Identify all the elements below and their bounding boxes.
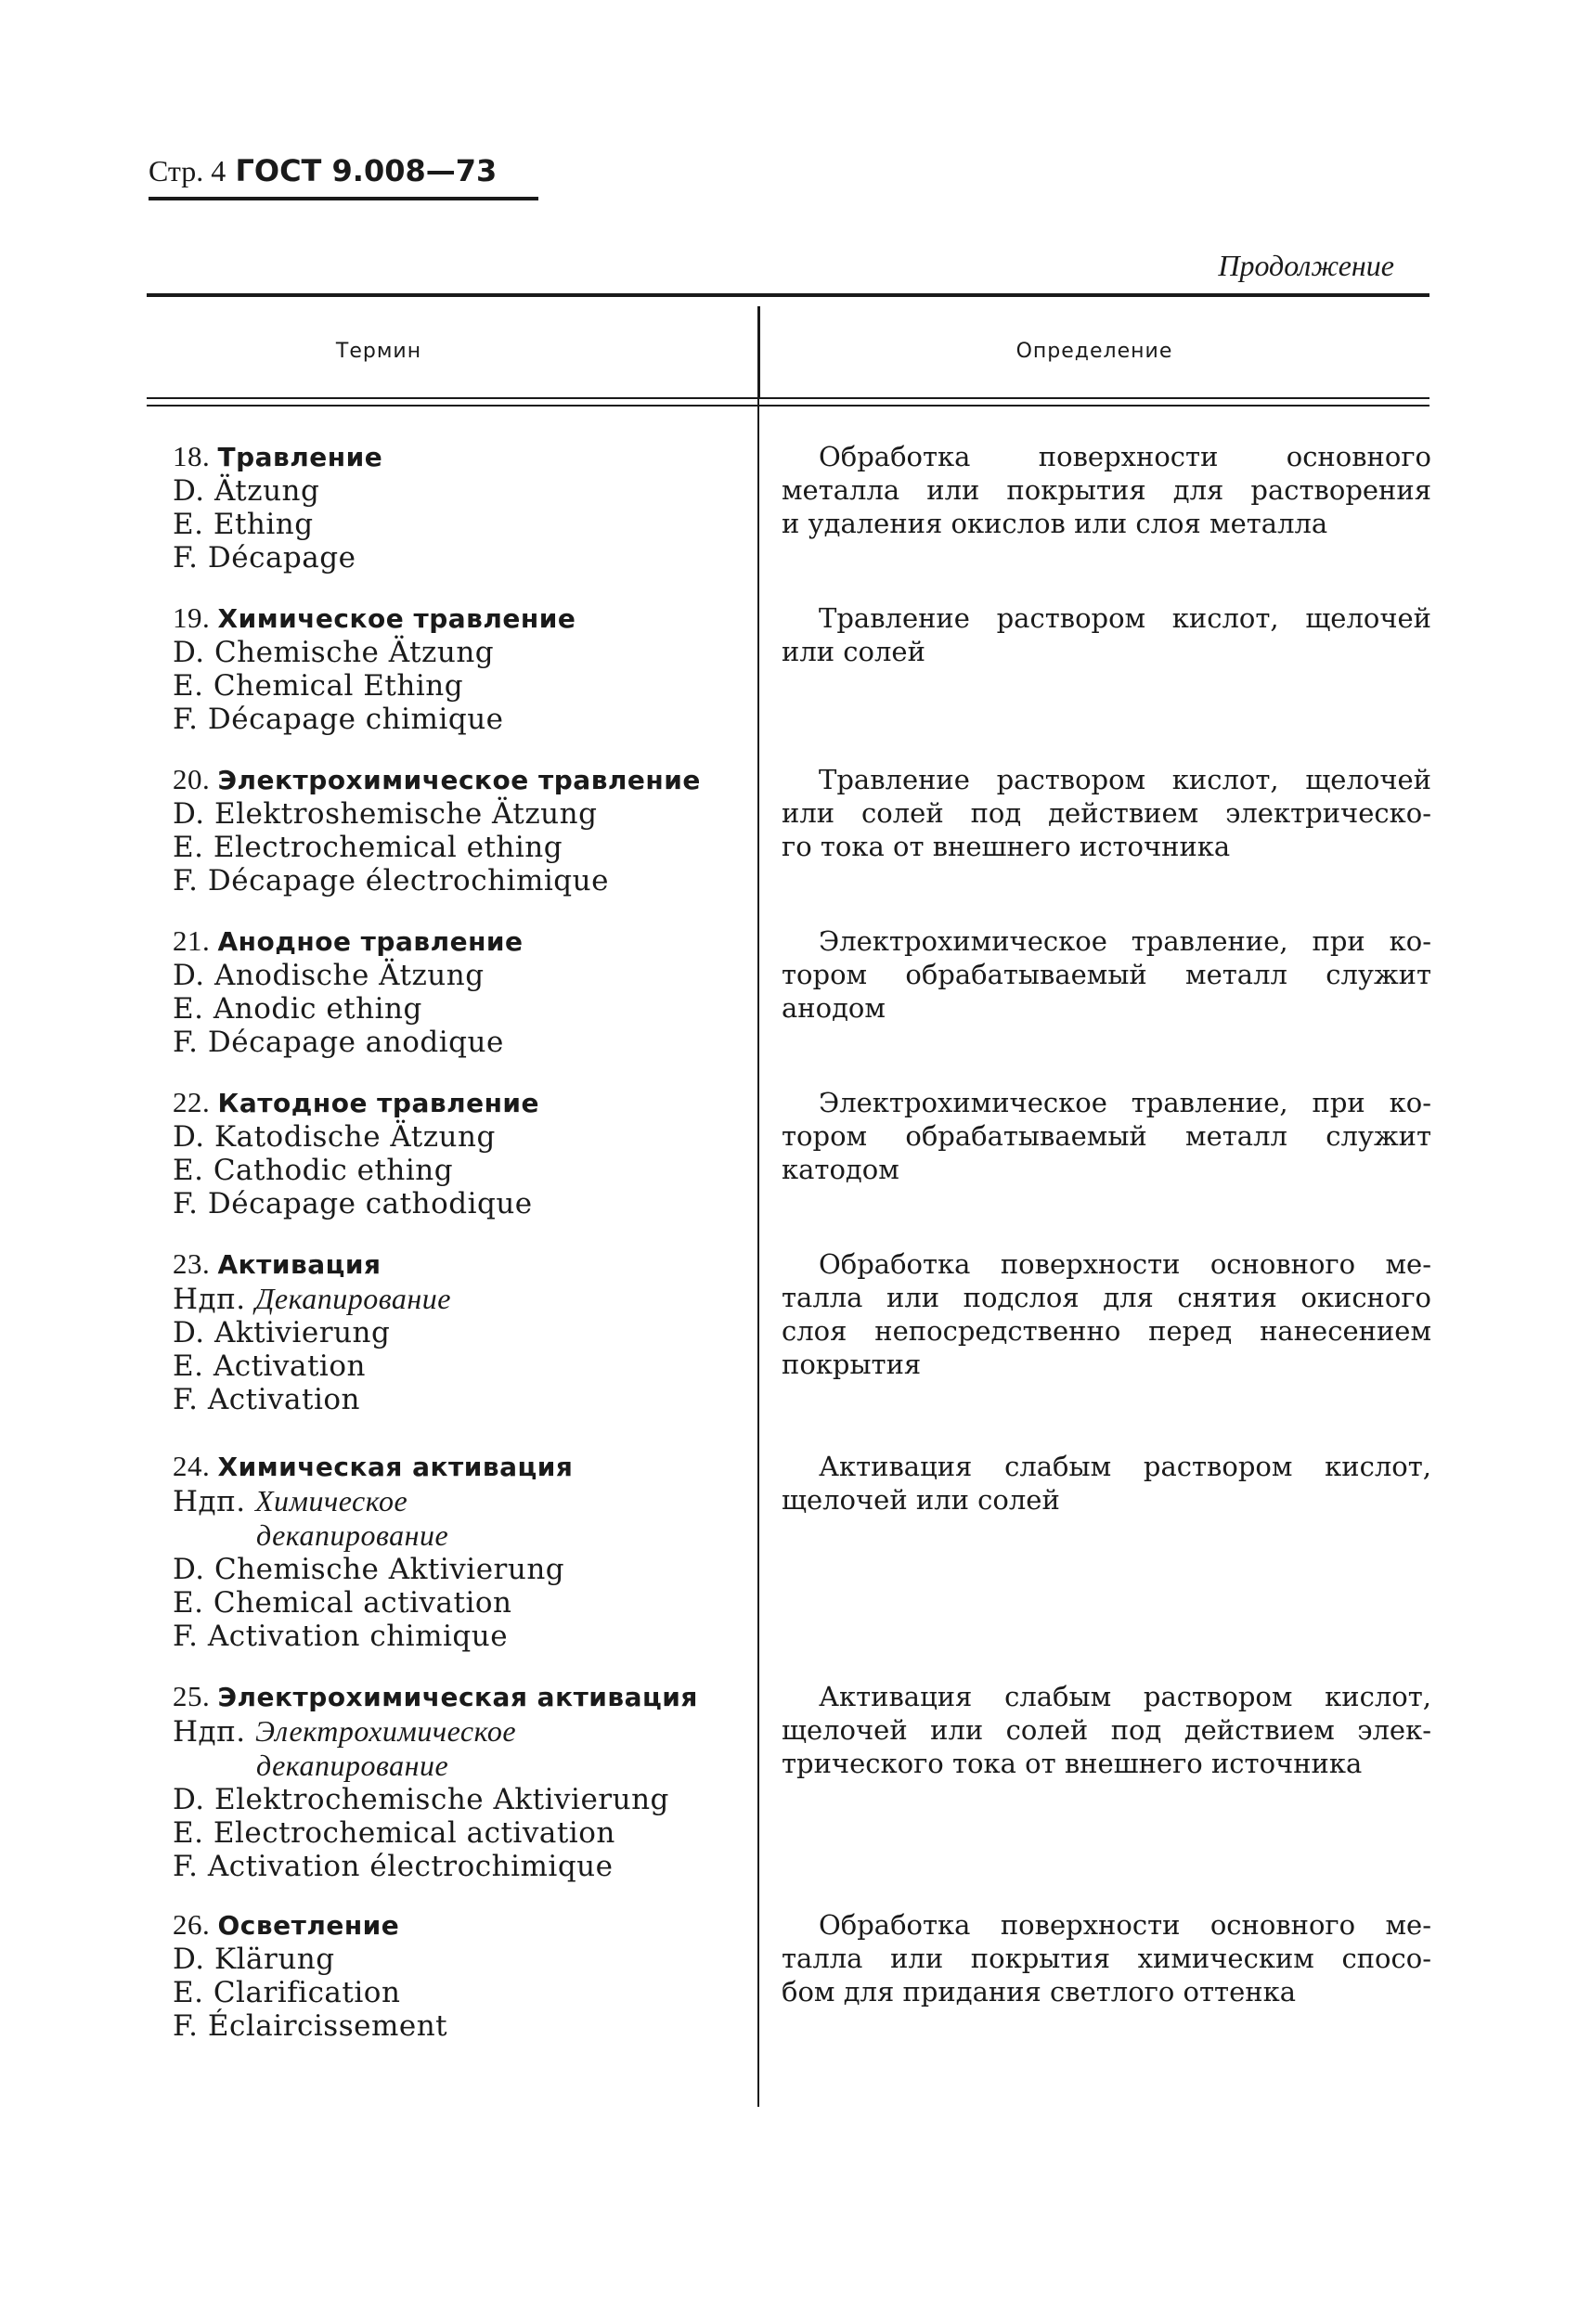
definition-line: тором обрабатываемый металл служит — [782, 1120, 1431, 1152]
term-number: 23. — [173, 1247, 218, 1280]
definition-line: Электрохимическое травление, при ко- — [819, 1087, 1431, 1118]
foreign-equivalent: D. Anodische Ätzung — [173, 959, 485, 992]
definition-line: металла или покрытия для растворения — [782, 474, 1431, 506]
term-name: Травление — [217, 442, 383, 472]
definition-cell — [782, 924, 1431, 1025]
term-title-line — [173, 601, 739, 636]
term-cell — [173, 1680, 739, 1883]
header-double-rule-top — [147, 397, 1429, 399]
term-title-line — [173, 924, 739, 959]
term-number: 20. — [173, 763, 218, 795]
header-rule — [149, 197, 538, 200]
term-number: 26. — [173, 1908, 218, 1941]
foreign-equivalent: D. Klärung — [173, 1943, 335, 1976]
foreign-equivalent: D. Aktivierung — [173, 1316, 391, 1349]
foreign-equivalent: F. Éclaircissement — [173, 2009, 448, 2043]
definition-line: Обработка поверхности основного — [819, 441, 1431, 472]
term-cell — [173, 1086, 739, 1220]
foreign-equivalent: F. Activation électrochimique — [173, 1850, 614, 1883]
foreign-equivalent: E. Activation — [173, 1349, 366, 1383]
definition-line: анодом — [782, 992, 886, 1024]
deprecated-synonym — [173, 1714, 739, 1749]
definition-cell — [782, 601, 1431, 668]
foreign-equivalent: D. Chemische Aktivierung — [173, 1553, 565, 1586]
foreign-equivalent: E. Chemical Ething — [173, 669, 464, 703]
deprecated-term: Декапирование — [255, 1282, 451, 1315]
foreign-equivalent: D. Elektroshemische Ätzung — [173, 797, 598, 831]
term-name: Активация — [217, 1249, 382, 1280]
foreign-equivalent: F. Décapage anodique — [173, 1026, 504, 1059]
term-name: Катодное травление — [217, 1088, 540, 1118]
page-header — [149, 153, 497, 188]
foreign-equivalent: D. Chemische Ätzung — [173, 636, 495, 669]
table-top-rule — [147, 293, 1429, 297]
foreign-equivalent: E. Chemical activation — [173, 1586, 512, 1620]
term-cell — [173, 1450, 739, 1653]
foreign-equivalent: F. Décapage cathodique — [173, 1187, 533, 1220]
term-title-line — [173, 1680, 739, 1714]
standard-code: ГОСТ 9.008—73 — [235, 153, 498, 188]
page-number: Стр. 4 — [149, 154, 226, 187]
definition-line: Активация слабым раствором кислот, — [819, 1451, 1431, 1482]
term-title-line — [173, 763, 739, 797]
term-title-line — [173, 1908, 739, 1943]
term-cell — [173, 601, 739, 736]
definition-line: или солей под действием электрическо- — [782, 797, 1431, 829]
definition-line: щелочей или солей — [782, 1484, 1060, 1516]
foreign-equivalent: F. Décapage — [173, 541, 356, 575]
deprecated-prefix: Ндп. — [173, 1485, 255, 1518]
foreign-equivalent: F. Activation — [173, 1383, 361, 1416]
definition-line: щелочей или солей под действием элек- — [782, 1714, 1431, 1746]
foreign-equivalent: E. Anodic ething — [173, 992, 422, 1026]
definition-line: тором обрабатываемый металл служит — [782, 959, 1431, 990]
term-title-line — [173, 1450, 739, 1484]
term-number: 21. — [173, 924, 218, 957]
definition-line: талла или подслоя для снятия окисного — [782, 1282, 1431, 1313]
term-name: Химическое травление — [217, 603, 576, 634]
term-name: Электрохимическое травление — [217, 765, 701, 795]
definition-line: и удаления окислов или слоя металла — [782, 508, 1328, 539]
term-cell — [173, 1247, 739, 1416]
definition-cell — [782, 763, 1431, 863]
definition-line: трического тока от внешнего источника — [782, 1748, 1363, 1779]
term-name: Анодное травление — [217, 926, 524, 957]
definition-cell — [782, 440, 1431, 540]
definition-line: слоя непосредственно перед нанесением — [782, 1315, 1431, 1347]
deprecated-term: Электрохимическое — [255, 1714, 517, 1748]
deprecated-term: Химическое — [255, 1484, 408, 1517]
definition-cell — [782, 1908, 1431, 2008]
deprecated-prefix: Ндп. — [173, 1715, 255, 1749]
deprecated-synonym — [173, 1749, 739, 1783]
term-cell — [173, 1908, 739, 2043]
definition-line: покрытия — [782, 1349, 922, 1380]
definition-line: Обработка поверхности основного ме- — [819, 1248, 1431, 1280]
definition-line: Травление раствором кислот, щелочей — [819, 602, 1431, 634]
column-header-definition: Определение — [1015, 340, 1173, 363]
deprecated-prefix: Ндп. — [173, 1283, 255, 1316]
definition-cell — [782, 1086, 1431, 1186]
deprecated-synonym — [173, 1518, 739, 1553]
term-number: 22. — [173, 1086, 218, 1118]
deprecated-synonym — [173, 1282, 739, 1316]
term-number: 24. — [173, 1450, 218, 1482]
column-divider — [757, 306, 759, 2107]
deprecated-synonym — [173, 1484, 739, 1518]
definition-line: или солей — [782, 636, 925, 667]
foreign-equivalent: F. Décapage électrochimique — [173, 864, 609, 897]
foreign-equivalent: E. Clarification — [173, 1976, 401, 2009]
foreign-equivalent: D. Ätzung — [173, 474, 320, 508]
definition-line: катодом — [782, 1154, 899, 1185]
column-header-term: Термин — [335, 340, 422, 363]
definition-line: бом для придания светлого оттенка — [782, 1976, 1297, 2008]
definition-line: го тока от внешнего источника — [782, 831, 1231, 862]
foreign-equivalent: D. Katodische Ätzung — [173, 1120, 496, 1154]
term-name: Электрохимическая активация — [217, 1682, 698, 1712]
foreign-equivalent: F. Activation chimique — [173, 1620, 509, 1653]
definition-line: Активация слабым раствором кислот, — [819, 1681, 1431, 1712]
definition-line: талла или покрытия химическим спосо- — [782, 1943, 1431, 1974]
definition-line: Обработка поверхности основного ме- — [819, 1909, 1431, 1941]
deprecated-term: декапирование — [256, 1518, 449, 1552]
continuation-label: Продолжение — [1218, 249, 1394, 282]
definition-line: Травление раствором кислот, щелочей — [819, 764, 1431, 795]
term-title-line — [173, 1247, 739, 1282]
term-cell — [173, 924, 739, 1059]
definition-line: Электрохимическое травление, при ко- — [819, 925, 1431, 957]
deprecated-term: декапирование — [256, 1749, 449, 1782]
foreign-equivalent: D. Elektrochemische Aktivierung — [173, 1783, 669, 1816]
definition-cell — [782, 1680, 1431, 1780]
term-number: 25. — [173, 1680, 218, 1712]
term-name: Химическая активация — [217, 1452, 574, 1482]
foreign-equivalent: F. Décapage chimique — [173, 703, 504, 736]
term-name: Осветление — [217, 1910, 400, 1941]
term-cell — [173, 440, 739, 575]
foreign-equivalent: E. Ething — [173, 508, 314, 541]
definition-cell — [782, 1450, 1431, 1517]
term-title-line — [173, 1086, 739, 1120]
term-cell — [173, 763, 739, 897]
header-double-rule-bottom — [147, 405, 1429, 407]
foreign-equivalent: E. Electrochemical ething — [173, 831, 563, 864]
foreign-equivalent: E. Cathodic ething — [173, 1154, 454, 1187]
term-number: 19. — [173, 601, 218, 634]
term-title-line — [173, 440, 739, 474]
foreign-equivalent: E. Electrochemical activation — [173, 1816, 615, 1850]
term-number: 18. — [173, 440, 218, 472]
definition-cell — [782, 1247, 1431, 1381]
